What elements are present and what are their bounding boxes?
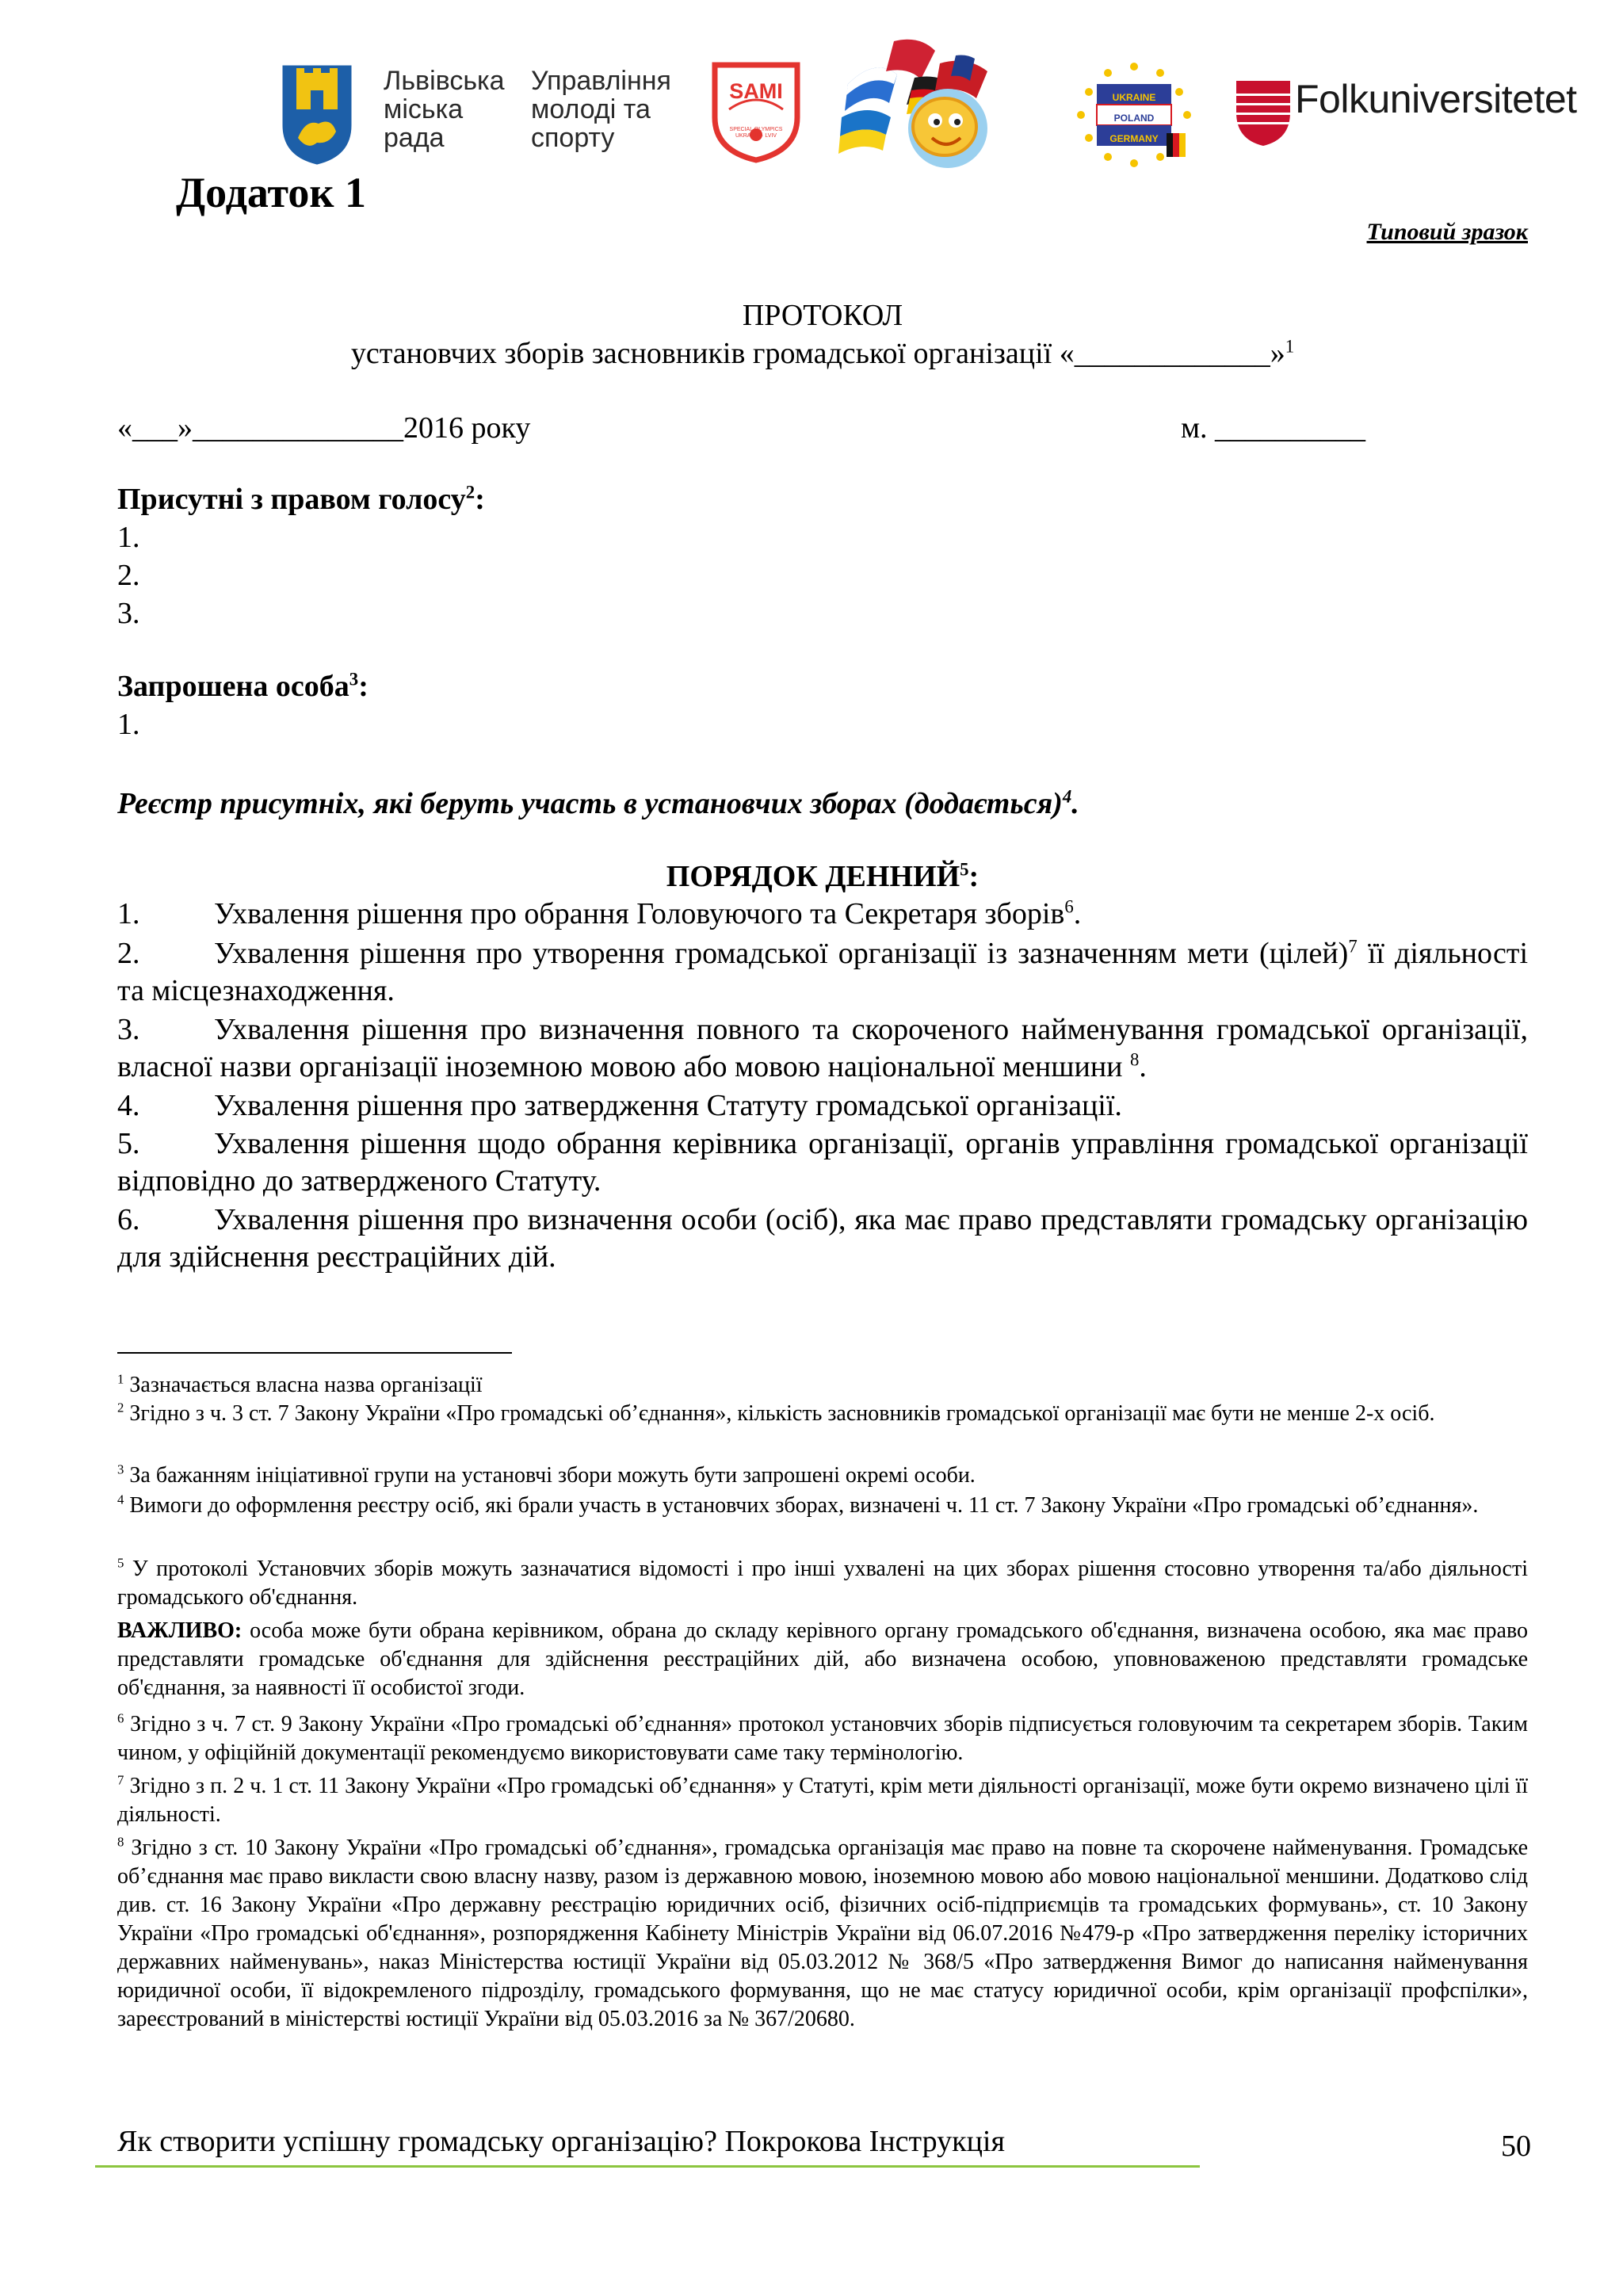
protocol-date: «___»______________2016 року xyxy=(117,411,531,445)
agenda-item: 5. Ухвалення рішення щодо обрання керівника організації, органів управління громадської організації відповідно до затвердженого Статуту. xyxy=(117,1127,1528,1198)
folkuniversitetet-logo-text: Folkuniversitetet xyxy=(1295,77,1577,121)
lviv-coat-of-arms-icon xyxy=(279,62,355,166)
present-heading: Присутні з правом голосу$^2$: xyxy=(117,482,485,516)
sami-logo-subtext: SPECIAL OLYMPICS UKRAINE · LVIV xyxy=(729,127,783,139)
footnote: $^3$ За бажанням ініціативної групи на установчі збори можуть бути запрошені окремі особи. xyxy=(117,1461,976,1488)
footnote: $^6$ Згідно з ч. 7 ст. 9 Закону України «Про громадські об’єднання» протокол установчих зборів підписується головуючим та секретарем зборів. Таким чином, у офіційній документації рекомендуємо використовувати саме таку термінологію. xyxy=(117,1710,1528,1765)
folkuniversitetet-logo-icon xyxy=(1233,78,1293,147)
footer-title: Як створити успішну громадську організацію? Покрокова Інструкція xyxy=(117,2125,1005,2158)
annex-title: Додаток 1 xyxy=(176,169,366,216)
invited-heading: Запрошена особа$^3$: xyxy=(117,669,369,703)
registry-note: Реєстр присутніх, які беруть участь в установчих зборах (додається)$^4$. xyxy=(117,786,1079,820)
ukraine-poland-germany-logo-text: UKRAINE POLAND GERMANY xyxy=(1109,92,1159,144)
footnote-important: ВАЖЛИВО: особа може бути обрана керівником, обрана до складу керівного органу громадського об'єднання, визначена особою, яка має право представляти громадське об'єднання для здійснення реєстраційних дій, або визначена особою, уповноваженою представляти громадське об'єднання, за наявності її особистої згоди. xyxy=(117,1618,1528,1700)
invited-item: 1. xyxy=(117,708,140,741)
present-item: 2. xyxy=(117,559,140,592)
lviv-council-logo-text: Львівська міська рада xyxy=(384,66,505,153)
footnote-divider xyxy=(117,1352,512,1354)
sami-logo-icon xyxy=(707,59,805,165)
present-section xyxy=(117,480,485,632)
agenda-heading: ПОРЯДОК ДЕННИЙ$^5$: xyxy=(666,859,980,893)
present-item: 3. xyxy=(117,597,140,630)
agenda-item: 3. Ухвалення рішення про визначення повного та скороченого найменування громадської організації, власної назви організації іноземною мовою або мовою національної меншини $^8$. xyxy=(117,1013,1528,1083)
agenda-item: 4. Ухвалення рішення про затвердження Статуту громадської організації. xyxy=(117,1089,1122,1122)
footnote-ref: 1 xyxy=(1285,336,1295,357)
agenda-item: 2. Ухвалення рішення про утворення громадської організації із зазначенням мети (цілей)$^7$ її діяльності та місцезнаходження. xyxy=(117,936,1528,1007)
protocol-subtitle xyxy=(95,334,1550,372)
protocol-title: ПРОТОКОЛ xyxy=(742,299,903,332)
invited-section xyxy=(117,667,369,743)
protocol-subtitle-text: установчих зборів засновників громадської організації «_____________» xyxy=(350,337,1285,370)
protocol-city: м. __________ xyxy=(1181,411,1366,445)
flags-mascot-logo-icon xyxy=(837,35,1013,174)
footnote: $^1$ Зазначається власна назва організації xyxy=(117,1371,483,1397)
agenda-item: 1. Ухвалення рішення про обрання Головуючого та Секретаря зборів$^6$. xyxy=(117,896,1082,930)
sami-logo-text: SAMI xyxy=(729,79,783,103)
present-item: 1. xyxy=(117,521,140,554)
sample-label: Типовий зразок xyxy=(1366,219,1528,245)
youth-sport-dept-logo-text: Управління молоді та спорту xyxy=(531,66,671,153)
footnote: $^2$ Згідно з ч. 3 ст. 7 Закону України «Про громадські об’єднання», кількість засновників громадської організації має бути не менше 2-х осіб. xyxy=(117,1400,1435,1426)
footnote: $^7$ Згідно з п. 2 ч. 1 ст. 11 Закону України «Про громадські об’єднання» у Статуті, крім мети діяльності організації, може бути окремо визначено цілі її діяльності. xyxy=(117,1772,1528,1827)
footnote: $^8$ Згідно з ст. 10 Закону України «Про громадські об’єднання», громадська організація має право на повне та скорочене найменування. Громадське об’єднання має право викласти свою власну назву, разом із державною мовою, іноземною мовою або мовою національної меншини. Додатково слід див. ст. 16 Закону України «Про державну реєстрацію юридичних осіб, фізичних осіб-підприємців та громадських формувань», ст. 10 Закону України «Про громадські об'єднання», розпорядження Кабінету Міністрів України від 06.07.2016 №479-р «Про затвердження переліку історичних державних найменувань», наказ Міністерства юстиції України від 05.03.2012 № 368/5 «Про затвердження Вимог до написання найменування юридичної особи, її відокремленого підрозділу, громадського формування, що не має статусу юридичної особи, крім організації профспілки», зареєстрований в міністерстві юстиції України від 05.03.2016 за № 367/20680. xyxy=(117,1834,1529,2031)
footnote: $^5$ У протоколі Установчих зборів можуть зазначатися відомості і про інші ухвалені на цих зборах рішення стосовно утворення та/або діяльності громадського об'єднання. xyxy=(117,1555,1528,1610)
footnote: $^4$ Вимоги до оформлення реєстру осіб, які брали участь в установчих зборах, визначені ч. 11 ст. 7 Закону України «Про громадські об’єднання». xyxy=(117,1492,1479,1518)
agenda-item: 6. Ухвалення рішення про визначення особи (осіб), яка має право представляти громадську організацію для здійснення реєстраційних дій. xyxy=(117,1203,1528,1274)
page-number: 50 xyxy=(1501,2130,1531,2163)
footer-divider xyxy=(95,2165,1200,2168)
